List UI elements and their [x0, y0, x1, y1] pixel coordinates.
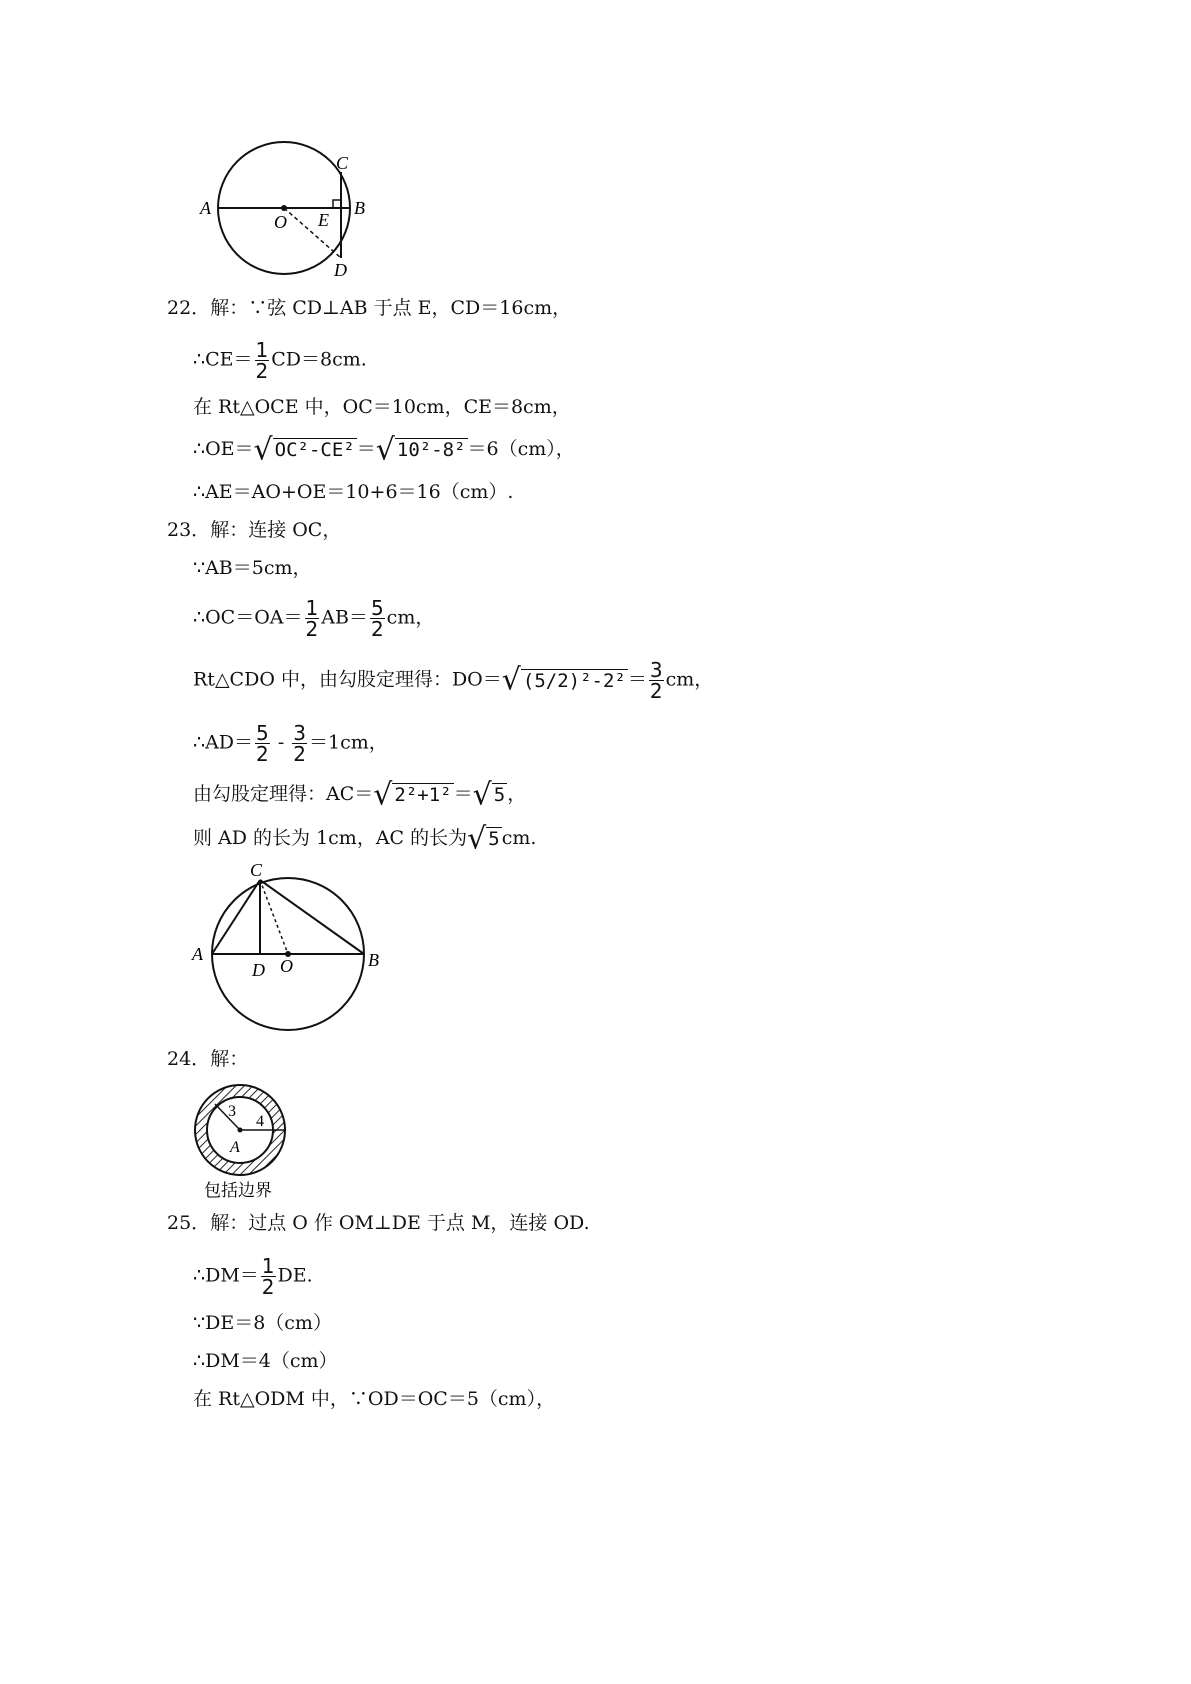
- p24-line1: 24．解：: [167, 1048, 249, 1070]
- figure-23-circle: [188, 860, 388, 1035]
- fraction: $\frac{1}{2}$: [261, 1254, 275, 1299]
- fraction: $\frac{1}{2}$: [305, 596, 319, 641]
- p23-line7: 则 AD 的长为 1cm，AC 的长为√ 5 cm.: [193, 821, 537, 857]
- label-c: C: [336, 153, 349, 173]
- p22-line2: ∴CE＝ $\frac{1}{2}$ CD＝8cm.: [193, 338, 367, 383]
- fraction: $\frac{3}{2}$: [293, 721, 307, 766]
- label-3: 3: [228, 1103, 236, 1120]
- radical: √ 5: [472, 777, 506, 813]
- radical: √ (5/2)²-2²: [501, 662, 626, 698]
- p23-line6: 由勾股定理得：AC＝√ 2²+1² ＝√ 5 ，: [193, 777, 527, 813]
- p22-line3: 在 Rt△OCE 中，OC＝10cm，CE＝8cm，: [193, 396, 571, 418]
- label-a: A: [200, 198, 211, 218]
- right-angle-mark: [333, 200, 341, 208]
- p23-line3: ∴OC＝OA＝ $\frac{1}{2}$ AB＝ $\frac{5}{2}$ cm，: [193, 596, 435, 641]
- label-d: D: [252, 960, 265, 980]
- label-e: E: [318, 210, 329, 230]
- p25-line2: ∴DM＝ $\frac{1}{2}$ DE.: [193, 1254, 313, 1299]
- p23-line4: Rt△CDO 中，由勾股定理得：DO＝√ (5/2)²-2² ＝ $\frac{3}{2}$ cm，: [193, 658, 714, 703]
- figure-24-annulus: [190, 1080, 300, 1202]
- caption: 包括边界: [204, 1181, 272, 1201]
- label-b: B: [368, 950, 379, 970]
- label-o: O: [274, 212, 287, 232]
- p23-line5: ∴AD＝ $\frac{5}{2}$ - $\frac{3}{2}$ ＝1cm，: [193, 721, 388, 766]
- fraction: $\frac{5}{2}$: [256, 721, 269, 766]
- p25-line4: ∴DM＝4（cm）: [193, 1350, 338, 1372]
- p25-line3: ∵DE＝8（cm）: [193, 1312, 332, 1334]
- radical: √ 10²-8²: [375, 432, 466, 468]
- label-d: D: [334, 260, 347, 280]
- segment-cb: [260, 880, 364, 954]
- label-a: A: [230, 1139, 240, 1156]
- fraction: $\frac{3}{2}$: [649, 658, 663, 703]
- figure-22-circle: [192, 134, 382, 282]
- p25-line1: 25．解：过点 O 作 OM⊥DE 于点 M，连接 OD.: [167, 1212, 590, 1234]
- label-c: C: [250, 860, 263, 880]
- p22-line1: 22．解：∵弦 CD⊥AB 于点 E，CD＝16cm，: [167, 297, 572, 319]
- p22-line5: ∴AE＝AO+OE＝10+6＝16（cm）.: [193, 481, 514, 503]
- label-o: O: [280, 956, 293, 976]
- p22-line4: ∴OE＝√ OC²-CE² ＝√ 10²-8² ＝6（cm），: [193, 432, 575, 468]
- fraction: $\frac{1}{2}$: [255, 338, 269, 383]
- radical: √ 5: [467, 821, 500, 857]
- segment-ac: [212, 880, 260, 954]
- p23-line1: 23．解：连接 OC，: [167, 519, 342, 541]
- radical: √ OC²-CE²: [253, 432, 355, 468]
- dashed-od: [284, 208, 341, 258]
- label-a: A: [192, 944, 203, 964]
- label-4: 4: [256, 1113, 264, 1130]
- radical: √ 2²+1²: [373, 777, 452, 813]
- p23-line2: ∵AB＝5cm，: [193, 557, 312, 579]
- label-b: B: [354, 198, 365, 218]
- fraction: $\frac{5}{2}$: [370, 596, 384, 641]
- p25-line5: 在 Rt△ODM 中，∵OD＝OC＝5（cm），: [193, 1388, 556, 1410]
